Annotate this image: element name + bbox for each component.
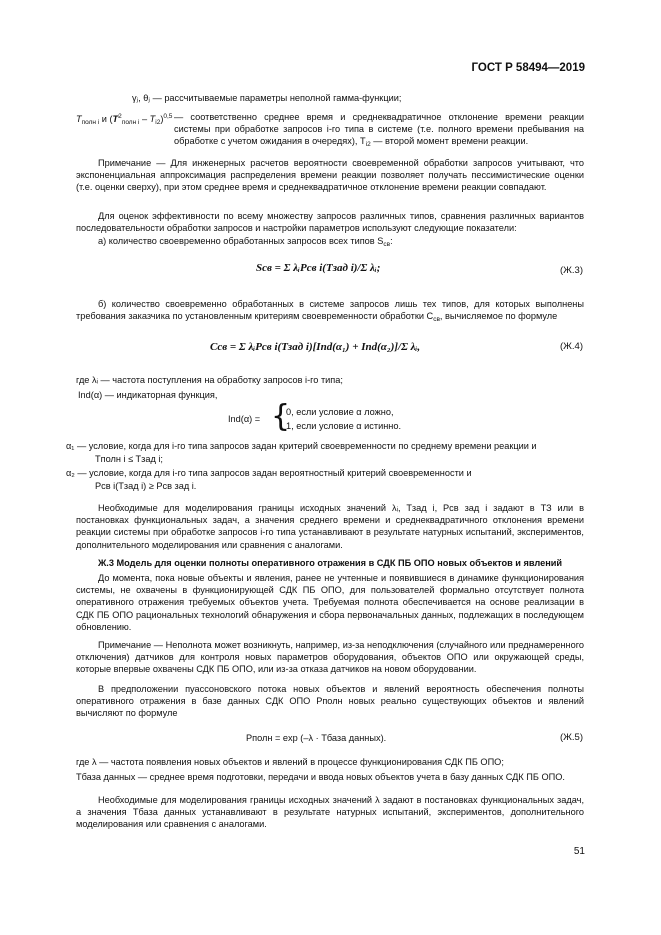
ind-definition: Ind(α) — индикаторная функция, <box>78 390 218 400</box>
ind-lhs: Ind(α) = <box>228 414 261 424</box>
item-b: б) количество своевременно обработанных в системе запросов лишь тех типов, для которых выполнены требования заказчика по установленным критериям своевременности обработки $C_{св}$, вычисляемое по формуле <box>76 299 584 324</box>
tpoln-text: — соответственно среднее время и среднеквадратичное отклонение времени реакции системы при обработке запросов i-го типа в системе (т.е. полного времени пребывания на обработке с учетом ожидания в очередях), $T_{i2}$ — второй момент времени реакции. <box>174 112 584 149</box>
alpha2-condition: α₂ — условие, когда для i-го типа запросов задан вероятностный критерий своевременности и <box>66 468 472 478</box>
brace-icon: { <box>271 399 291 434</box>
paragraph-1: Для оценок эффективности по всему множеству запросов различных типов, сравнения различных вариантов последовательности обработки запросов и настройки параметров используют следующие показатели: <box>76 211 584 234</box>
paragraph-3: До момента, пока новые объекты и явления, ранее не учтенные и появившиеся в динамике функционирования системы, не охвачены в функционирующей СДК ПБ ОПО, для пользователей формально отсутствует полнота оперативного отражения требуемых объектов учета. Требуемая полнота обеспечивается на основе реализации в СДК ПБ ОПО рациональных технологий обнаружения и сбора первоначальных данных, подлежащих в последующем обновлению. <box>76 573 584 632</box>
tpoln-definition <box>76 111 584 152</box>
formula-zh4-number: (Ж.4) <box>559 341 583 352</box>
where-lambda-2: где λ — частота появления новых объектов и явлений в процессе функционирования СДК ПБ ОПО; <box>76 757 504 767</box>
tpoln-symbols: $T_{полн i}$ и $(T^2_{полн i} - T_{i2})^{0,5}$ <box>76 113 173 126</box>
tbaza-definition: Tбаза данных — среднее время подготовки, передачи и ввода новых объектов учета в базу данных СДК ПБ ОПО. <box>76 772 565 782</box>
ind-case-2: 1, если условие α истинно. <box>286 421 402 431</box>
formula-zh5-number: (Ж.5) <box>559 732 583 743</box>
alpha1-condition: α₁ — условие, когда для i-го типа запросов задан критерий своевременности по среднему времени реакции и <box>66 441 537 451</box>
standard-header: ГОСТ Р 58494—2019 <box>471 62 585 74</box>
page-number: 51 <box>573 846 585 857</box>
section-title: Ж.3 Модель для оценки полноты оперативного отражения в СДК ПБ ОПО новых объектов и явлений <box>98 558 563 568</box>
item-a: а) количество своевременно обработанных запросов всех типов $S_{св}$: <box>98 236 393 248</box>
paragraph-2: Необходимые для моделирования границы исходных значений λᵢ, Tзад i, Pсв зад i задают в ТЗ или в постановках функциональных задач, а значения среднего времени и среднеквадратичного отклонения времени реакции системы при обработке запросов i-го типа устанавливают в результате натурных испытаний, экспериментов, дополнительного моделирования или сравнения с аналогами. <box>76 503 584 550</box>
where-lambda: где λᵢ — частота поступления на обработку запросов i-го типа; <box>76 375 343 385</box>
paragraph-4: В предположении пуассоновского потока новых объектов и явлений вероятность обеспечения полноты оперативного отражения в базе данных СДК ОПО Pполн новых реально существующих объектов и явлений вычисляют по формуле <box>76 684 584 719</box>
formula-zh4: Cсв = Σ λᵢPсв i(Tзад i)[Ind(α₁) + Ind(α₂)]/Σ λᵢ, <box>210 341 421 353</box>
alpha1-condition-2: Tполн i ≤ Tзад i; <box>95 454 163 464</box>
paragraph-5: Необходимые для моделирования границы исходных значений λ задают в постановках функциональных задач, а значения Tбаза данных устанавливают в результате натурных испытаний, экспериментов, дополнительного моделирования или сравнения с аналогами. <box>76 795 584 830</box>
alpha2-condition-2: Pсв i(Tзад i) ≥ Pсв зад i. <box>95 481 197 491</box>
ind-case-1: 0, если условие α ложно, <box>286 407 394 417</box>
gamma-definition: γⱼ, θⱼ — рассчитываемые параметры неполной гамма-функции; <box>132 93 402 103</box>
note-1: Примечание — Для инженерных расчетов вероятности своевременной обработки запросов учитывают, что экспоненциальная аппроксимация распределения времени реакции позволяет получать пессимистические оценки (т.е. оценки сверху), при этом среднее время и среднеквадратичное отклонение времени реакции совпадают. <box>76 158 584 193</box>
formula-zh3: Sсв = Σ λᵢPсв i(Tзад i)/Σ λᵢ; <box>256 262 381 274</box>
formula-zh3-number: (Ж.3) <box>559 265 583 276</box>
formula-zh5: Pполн = exp (–λ · Tбаза данных). <box>246 733 387 743</box>
note-2: Примечание — Неполнота может возникнуть, например, из-за неподключения (случайного или преднамеренного отключения) датчиков для контроля новых параметров оборудования, объектов ОПО или окружающей среды, которые впервые охвачены СДК ПБ ОПО, или из-за отказа датчиков на новом оборудовании. <box>76 640 584 675</box>
